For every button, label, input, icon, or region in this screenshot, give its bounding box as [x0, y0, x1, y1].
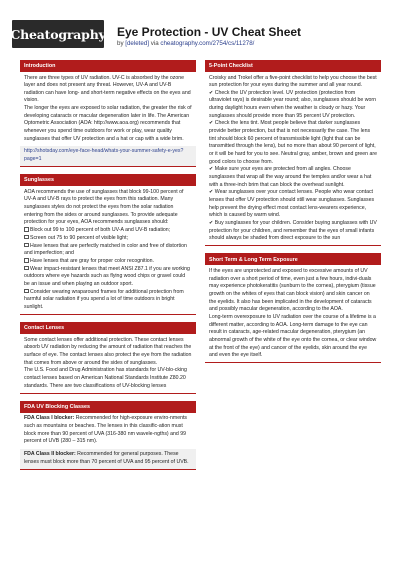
section-body [205, 265, 381, 362]
section-title: Sunglasses [20, 174, 196, 186]
checklist-point: ✔ Make sure your eyes are protected from all angles. Choose sunglasses that wrap all the way around the temples and/or wear a hat with a three-inch brim that can block the overhead sunlight. [209, 166, 372, 188]
right-column [205, 60, 381, 370]
section-introduction [20, 60, 196, 167]
class-label: FDA Class I blocker: [24, 415, 75, 422]
checkbox-icon [24, 289, 29, 294]
item-text: Have lenses that are gray for proper color recognition. [29, 258, 154, 264]
section-body [20, 186, 196, 314]
item-text: Block out 99 to 100 percent of both UV-A and UV-B radiation; [29, 227, 171, 234]
section-contact-lenses [20, 322, 196, 394]
class-text: Recommended for general purposes. These lenses must block more than 70 percent of UVA and 95 percent of UVB. [24, 451, 189, 465]
section-title: FDA UV Blocking Classes [20, 401, 196, 413]
section-body [20, 413, 196, 449]
checklist-item [24, 243, 192, 258]
page-header [0, 0, 400, 62]
item-text: Have lenses that are perfectly matched in color and free of distortion and imperfection; and [24, 242, 187, 257]
byline-prefix: by [117, 40, 126, 47]
section-title: 5-Point Checklist [205, 60, 381, 72]
section-title: Contact Lenses [20, 322, 196, 334]
checkbox-icon [24, 243, 29, 248]
sunglasses-paragraph: AOA recommends the use of sunglasses that block 99-100 percent of UV-A and UV-B rays to protect the eyes from this radiation. Many sunglasses styles do not protect the eyes from the solar radiation entering from the sides or around sunglasses. To provide adequate protection for your eyes, AOA recommends sunglasses should: [24, 188, 184, 226]
checkbox-icon [24, 266, 29, 271]
fda-class-2 [24, 451, 192, 466]
sheet-url-link[interactable]: cheatography.com/2754/cs/11278/ [160, 40, 255, 47]
checklist-item [24, 289, 192, 312]
section-sunglasses [20, 174, 196, 315]
contacts-paragraph: The U.S. Food and Drug Administration has standards for UV-blo-cking contact lenses based on American National Standards Institute Z80.20 standards. There are two classifications of UV-blocking lenses [24, 367, 187, 389]
section-five-point-checklist [205, 60, 381, 246]
checkbox-icon [24, 227, 29, 232]
left-column [20, 60, 196, 477]
exposure-paragraph: Long-term overexposure to UV radiation over the course of a lifetime is a different matter, according to AOA. Long-term damage to the eye can result in cataracts, age-related macular degeneration, pterygium (an abnormal growth of the white of the eye onto the cornea, or clear window at the front of the eye) and cancer of the eyelids, skin around the eye and even the eye itself. [209, 313, 377, 359]
logo-text: Cheatography [10, 26, 106, 42]
checkbox-icon [24, 258, 29, 263]
intro-source [20, 146, 196, 166]
section-title: Introduction [20, 60, 196, 72]
byline [117, 40, 254, 47]
checklist-point: ✔ Buy sunglasses for your children. Consider buying sunglasses with UV protection for your children, and remember that the eyes of small infants should always be shaded from direct exposure to the sun [209, 219, 377, 242]
class-label: FDA Class II blocker: [24, 451, 76, 457]
section-body [20, 334, 196, 393]
checklist-paragraph: Croisky and Trokel offer a five-point checklist to help you choose the best sun protection for your eyes during the summer and all year round. [209, 74, 377, 89]
section-title: Short Term & Long Term Exposure [205, 253, 381, 265]
checklist-item [24, 266, 192, 289]
class-text: Recommended for high-exposure enviro-nments such as mountains or beaches. The lenses in this classific-ation must block more than 90 percent of UVA (316-380 nm wavele-ngths) and 99 percent of UVB (280 – 315 nm). [24, 415, 188, 445]
source-link[interactable]: http://shotsday.com/eye-face-head/whats-your-summer-safety-e-yes?page=1 [24, 148, 184, 163]
item-text: Screen out 75 to 90 percent of visible light; [29, 234, 129, 241]
exposure-paragraph: If the eyes are unprotected and exposed to excessive amounts of UV radiation over a short period of time, even just a few hours, indivi-duals may experience photokeratitis (sunburn to the cornea), pterygium (tissue growth on the whites of eyes that can block vision) and skin cancer on the eyelids. It also has been implicated in the development of cataracts and possibly macular degeneration, according to the AOA. [209, 267, 376, 313]
fda-class-2-row [20, 449, 196, 469]
checkbox-icon [24, 235, 29, 240]
checklist-point: ✔ Check the UV protection level. UV protection (protection from ultraviolet rays) is desirable year round; also, sunglasses should be worn during daylight hours even when the weather is cloudy or hazy. Your sunglasses should provide more than 95 percent UV protection. [209, 89, 376, 119]
cheatography-logo[interactable] [12, 20, 104, 48]
item-text: Consider wearing wraparound frames for additional protection from harmful solar radiation if you spend a lot of time outdoors in bright sunlight. [24, 288, 184, 311]
byline-via: via [149, 40, 161, 47]
section-body [20, 72, 196, 146]
fda-class-1 [24, 415, 192, 446]
section-exposure [205, 253, 381, 363]
intro-paragraph: The longer the eyes are exposed to solar radiation, the greater the risk of developing cataracts or macular degeneration later in life. The American Optometric Association (AOA: http://www.aoa.org) recommends that whenever you spend time outdoors for work or play, wear quality sunglasses that offer UV protection and a hat or cap with a wide brim. [24, 105, 192, 142]
section-body [205, 72, 381, 245]
checklist-item [24, 258, 192, 266]
intro-paragraph: There are three types of UV radiation. UV-C is absorbed by the ozone layer and does not present any threat. However, UV-A and UV-B radiation can have long- and short-term negative effects on the eyes and vision. [24, 74, 191, 104]
contacts-paragraph: Some contact lenses offer additional protection. These contact lenses absorb UV radiation by reducing the amount of radiation that reaches the surface of eye. The contact lenses also protect the eye from the radiation that comes from above or around the sides of sunglasses. [24, 336, 192, 366]
item-text: Wear impact-resistant lenses that meet ANSI Z87.1 if you are working outdoors where eye hazards such as flying wood chips or gravel could be an issue and when playing an outdoor sport. [24, 265, 190, 288]
checklist-item [24, 227, 192, 235]
checklist-point: ✔ Check the lens tint. Most people believe that darker sunglasses provide better protection, but that is not necessarily the case. The lens tint should block 60 percent of transmissible light (light that can be transmitted through the lens), but no more than about 90 percent of light, or it will be hard for you to see. Neutral gray, amber, brown and green are good colors to choose from. [209, 120, 378, 165]
section-fda-classes [20, 401, 196, 470]
checklist-point: ✔ Wear sunglasses over your contact lenses. People who wear contact lenses that offer UV protection should still wear sunglasses. Sunglasses help prevent the drying effect most contact lens-wearers experience, which is caused by warm wind. [209, 189, 375, 219]
checklist-item [24, 235, 192, 243]
author-link[interactable]: [deleted] [125, 40, 150, 47]
page-title: Eye Protection - UV Cheat Sheet [117, 25, 302, 39]
